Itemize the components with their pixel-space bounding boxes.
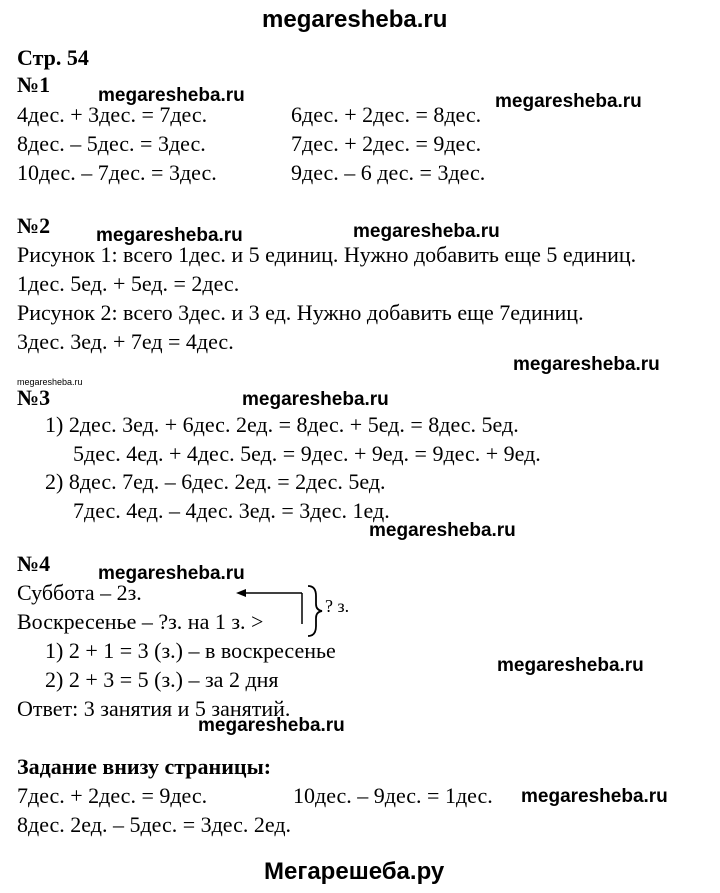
task4-answer: Ответ: 3 занятия и 5 занятий. xyxy=(17,696,291,721)
task1-right-line: 6дес. + 2дес. = 8дес. xyxy=(291,102,482,127)
watermark: megaresheba.ru xyxy=(513,354,660,375)
page-heading: Стр. 54 xyxy=(17,45,89,70)
task1-right-line: 9дес. – 6 дес. = 3дес. xyxy=(291,160,486,185)
watermark: megaresheba.ru xyxy=(353,221,500,242)
task4-heading: №4 xyxy=(17,551,51,576)
watermark: megaresheba.ru xyxy=(521,786,668,807)
task4-step: 2) 2 + 3 = 5 (з.) – за 2 дня xyxy=(45,667,279,692)
curly-brace xyxy=(308,586,322,636)
task3-heading: №3 xyxy=(17,385,51,410)
task2-line: Рисунок 2: всего 3дес. и 3 ед. Нужно добавить еще 7единиц. xyxy=(17,300,584,325)
task1-heading: №1 xyxy=(17,72,51,97)
task2-line: Рисунок 1: всего 1дес. и 5 единиц. Нужно добавить еще 5 единиц. xyxy=(17,242,637,267)
task4-total: ? з. xyxy=(325,596,350,616)
watermark: megaresheba.ru xyxy=(495,91,642,112)
watermark: megaresheba.ru xyxy=(369,520,516,541)
watermark: megaresheba.ru xyxy=(198,715,345,736)
arrow-head xyxy=(236,589,246,597)
bottom-task-line: 10дес. – 9дес. = 1дес. xyxy=(293,783,493,808)
task1-left-line: 8дес. – 5дес. = 3дес. xyxy=(17,131,206,156)
task2-heading: №2 xyxy=(17,213,51,238)
task4-saturday: Суббота – 2з. xyxy=(17,580,142,605)
watermark-small: megaresheba.ru xyxy=(17,377,83,387)
task2-line: 3дес. 3ед. + 7ед = 4дес. xyxy=(17,329,234,354)
task3-line: 2) 8дес. 7ед. – 6дес. 2ед. = 2дес. 5ед. xyxy=(45,469,386,494)
task3-line: 7дес. 4ед. – 4дес. 3ед. = 3дес. 1ед. xyxy=(73,498,390,523)
bottom-task-line: 8дес. 2ед. – 5дес. = 3дес. 2ед. xyxy=(17,812,292,837)
watermark: megaresheba.ru xyxy=(242,389,389,410)
task2-line: 1дес. 5ед. + 5ед. = 2дес. xyxy=(17,271,240,296)
task4-sunday: Воскресенье – ?з. на 1 з. > xyxy=(17,609,264,634)
task1-left-line: 10дес. – 7дес. = 3дес. xyxy=(17,160,217,185)
watermark: megaresheba.ru xyxy=(96,225,243,246)
bottom-task-line: 7дес. + 2дес. = 9дес. xyxy=(17,783,208,808)
watermark-top: megaresheba.ru xyxy=(262,6,448,33)
task4-diagram xyxy=(236,580,376,640)
task4-step: 1) 2 + 1 = 3 (з.) – в воскресенье xyxy=(45,638,336,663)
watermark-bottom: Мегарешеба.ру xyxy=(264,858,445,885)
task1-right-line: 7дес. + 2дес. = 9дес. xyxy=(291,131,482,156)
task1-left-line: 4дес. + 3дес. = 7дес. xyxy=(17,102,208,127)
bottom-task-heading: Задание внизу страницы: xyxy=(17,754,272,779)
watermark: megaresheba.ru xyxy=(98,85,245,106)
watermark: megaresheba.ru xyxy=(497,655,644,676)
task3-line: 1) 2дес. 3ед. + 6дес. 2ед. = 8дес. + 5ед. = 8дес. 5ед. xyxy=(45,412,519,437)
task3-line: 5дес. 4ед. + 4дес. 5ед. = 9дес. + 9ед. = 9дес. + 9ед. xyxy=(73,441,541,466)
watermark: megaresheba.ru xyxy=(98,563,245,584)
